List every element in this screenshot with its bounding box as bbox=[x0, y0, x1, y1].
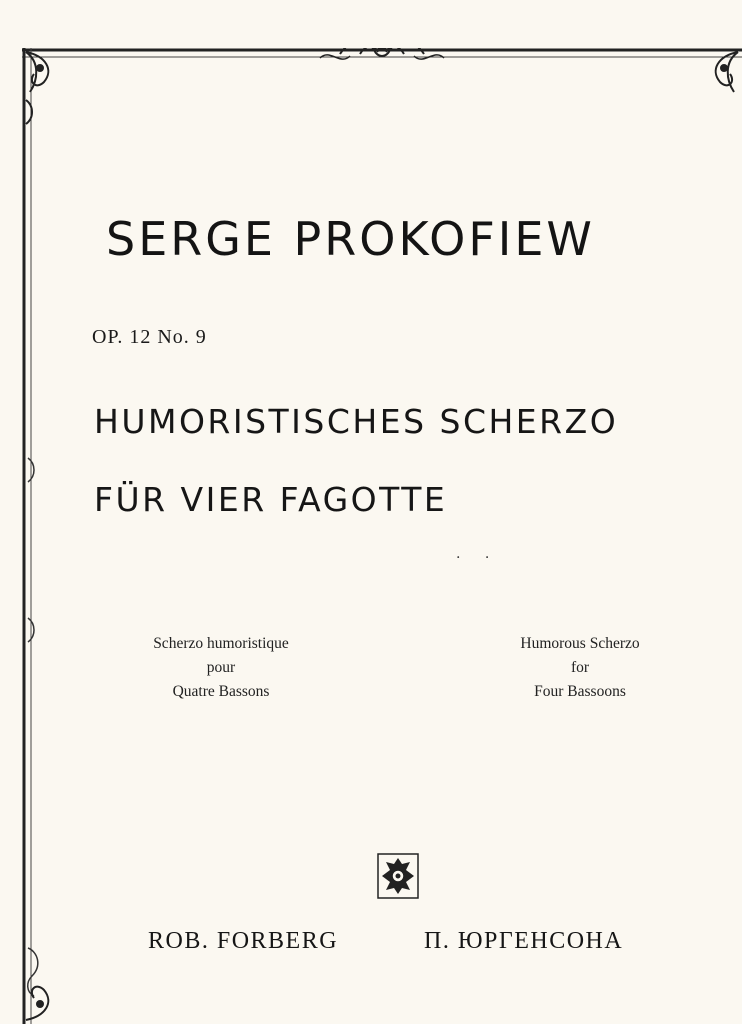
work-title-line-2: FÜR VIER FAGOTTE bbox=[94, 480, 448, 519]
composer-name: SERGE PROKOFIEW bbox=[106, 212, 595, 266]
publisher-emblem-icon bbox=[376, 852, 420, 900]
work-title-line-1: HUMORISTISCHES SCHERZO bbox=[94, 402, 619, 441]
opus-number: OP. 12 No. 9 bbox=[92, 326, 207, 348]
subtitle-french-line: Quatre Bassons bbox=[172, 683, 270, 700]
subtitle-french-line: pour bbox=[206, 659, 236, 676]
subtitle-english bbox=[476, 632, 684, 704]
subtitle-english-line: Four Bassoons bbox=[534, 683, 626, 700]
subtitle-french bbox=[108, 632, 334, 704]
subtitle-french-line: Scherzo humoristique bbox=[153, 635, 289, 652]
ornament-dots: . . bbox=[456, 546, 500, 562]
publisher-cyrillic: П. ЮРГЕНСОНА bbox=[424, 928, 624, 954]
subtitle-english-line: Humorous Scherzo bbox=[520, 635, 640, 652]
subtitle-english-line: for bbox=[570, 659, 590, 676]
publisher-latin: ROB. FORBERG bbox=[148, 928, 339, 954]
